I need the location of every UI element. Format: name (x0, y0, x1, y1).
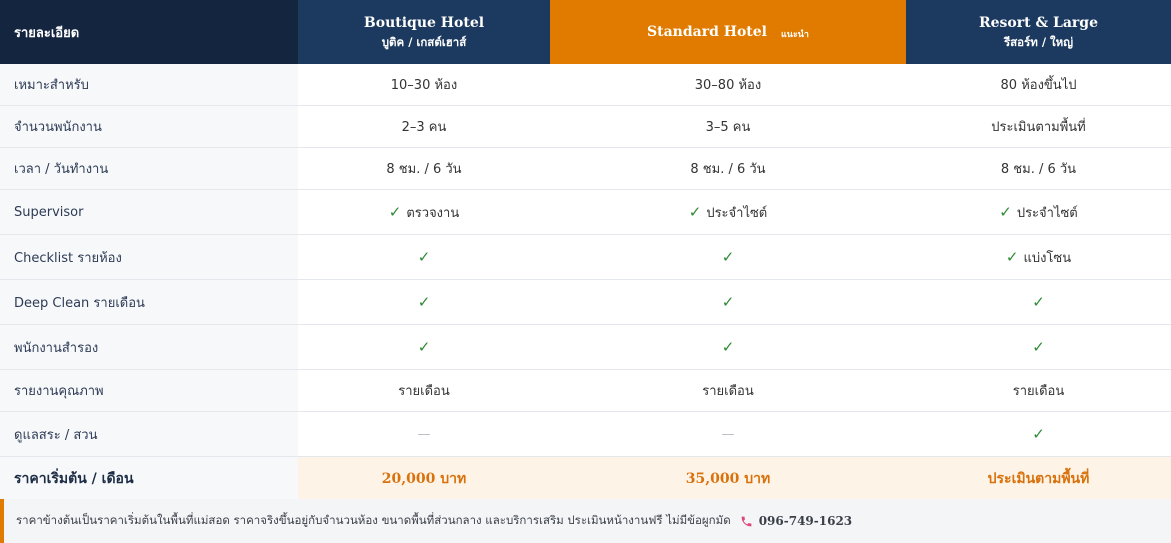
price-cell (550, 457, 906, 500)
check-icon: ✓ (388, 203, 402, 221)
header-standard (550, 0, 906, 64)
plan-title-resort: Resort & Large (979, 15, 1098, 31)
plan-subtitle-boutique: บูติค / เกสต์เฮาส์ (381, 35, 467, 49)
row-label: รายงานคุณภาพ (0, 370, 298, 411)
row-label: พนักงานสำรอง (0, 325, 298, 369)
cell-value: 30–80 ห้อง (694, 78, 762, 93)
pricing-note (0, 499, 1171, 543)
price-label: ราคาเริ่มต้น / เดือน (0, 457, 298, 500)
cell-value (298, 325, 550, 369)
cell-value: 2–3 คน (401, 120, 447, 135)
cell-value (906, 235, 1171, 279)
cell-text: ประจำไซต์ (706, 205, 768, 221)
check-icon: ✓ (1032, 293, 1045, 311)
table-row (0, 235, 1171, 280)
row-label: เหมาะสำหรับ (0, 64, 298, 105)
table-row (0, 64, 1171, 106)
header-boutique (298, 0, 550, 64)
cell-value: 3–5 คน (705, 120, 751, 135)
price-resort: ประเมินตามพื้นที่ (987, 470, 1090, 487)
table-row (0, 412, 1171, 457)
cell-text: ประจำไซต์ (1016, 205, 1078, 221)
header-details-label: รายละเอียด (14, 25, 80, 41)
check-icon: ✓ (1032, 425, 1045, 443)
phone-number-link[interactable]: 096-749-1623 (758, 514, 853, 528)
not-included-dash: — (417, 426, 431, 442)
table-row (0, 325, 1171, 370)
header-details (0, 0, 298, 64)
cell-value: 10–30 ห้อง (390, 78, 458, 93)
price-cell (298, 457, 550, 500)
price-standard: 35,000 บาท (685, 470, 771, 487)
cell-value (906, 325, 1171, 369)
price-row (0, 457, 1171, 500)
check-icon: ✓ (1032, 338, 1045, 356)
cell-value: 8 ชม. / 6 วัน (690, 162, 766, 177)
header-resort (906, 0, 1171, 64)
row-label: จำนวนพนักงาน (0, 106, 298, 147)
row-label: ดูแลสระ / สวน (0, 412, 298, 456)
table-row (0, 190, 1171, 235)
cell-value: ประเมินตามพื้นที่ (991, 120, 1086, 135)
row-label: Checklist รายห้อง (0, 235, 298, 279)
price-boutique: 20,000 บาท (381, 470, 467, 487)
cell-value: 80 ห้องขึ้นไป (1000, 78, 1077, 93)
check-icon: ✓ (1005, 248, 1019, 266)
cell-value (298, 235, 550, 279)
table-row (0, 370, 1171, 412)
table-row (0, 106, 1171, 148)
check-icon: ✓ (417, 338, 431, 356)
not-included-dash: — (721, 426, 735, 442)
check-icon: ✓ (688, 203, 702, 221)
check-icon: ✓ (721, 248, 735, 266)
cell-value (550, 280, 906, 324)
plan-title-standard: Standard Hotel (647, 24, 767, 40)
cell-value (906, 280, 1171, 324)
cell-text: แบ่งโซน (1023, 250, 1072, 266)
plan-title-boutique: Boutique Hotel (363, 15, 485, 31)
cell-value: รายเดือน (702, 384, 754, 399)
cell-value: รายเดือน (398, 384, 450, 399)
cell-value (550, 235, 906, 279)
cell-value (906, 190, 1171, 234)
cell-value (298, 190, 550, 234)
cell-value (550, 190, 906, 234)
row-label: Supervisor (0, 190, 298, 234)
phone-icon (740, 515, 753, 528)
check-icon: ✓ (417, 248, 431, 266)
cell-value (906, 412, 1171, 456)
cell-value (550, 325, 906, 369)
cell-text: ตรวจงาน (406, 205, 460, 221)
table-row (0, 148, 1171, 190)
table-header (0, 0, 1171, 64)
row-label: เวลา / วันทำงาน (0, 148, 298, 189)
check-icon: ✓ (417, 293, 431, 311)
check-icon: ✓ (999, 203, 1012, 221)
check-icon: ✓ (721, 338, 735, 356)
row-label: Deep Clean รายเดือน (0, 280, 298, 324)
cell-value: 8 ชม. / 6 วัน (1000, 162, 1077, 177)
cell-value (298, 412, 550, 456)
cell-value (298, 280, 550, 324)
note-text: ราคาข้างต้นเป็นราคาเริ่มต้นในพื้นที่แม่สอด ราคาจริงขึ้นอยู่กับจำนวนห้อง ขนาดพื้นที่ส่วนกลาง และบริการเสริม ประเมินหน้างานฟรี ไม่มีข้อผูกมัด (16, 513, 731, 527)
check-icon: ✓ (721, 293, 735, 311)
cell-value: 8 ชม. / 6 วัน (386, 162, 462, 177)
cell-value (550, 412, 906, 456)
recommended-badge: แนะนำ (780, 29, 809, 40)
cell-value: รายเดือน (1012, 384, 1065, 399)
table-row (0, 280, 1171, 325)
plan-subtitle-resort: รีสอร์ท / ใหญ่ (1003, 35, 1074, 49)
price-cell (906, 457, 1171, 500)
